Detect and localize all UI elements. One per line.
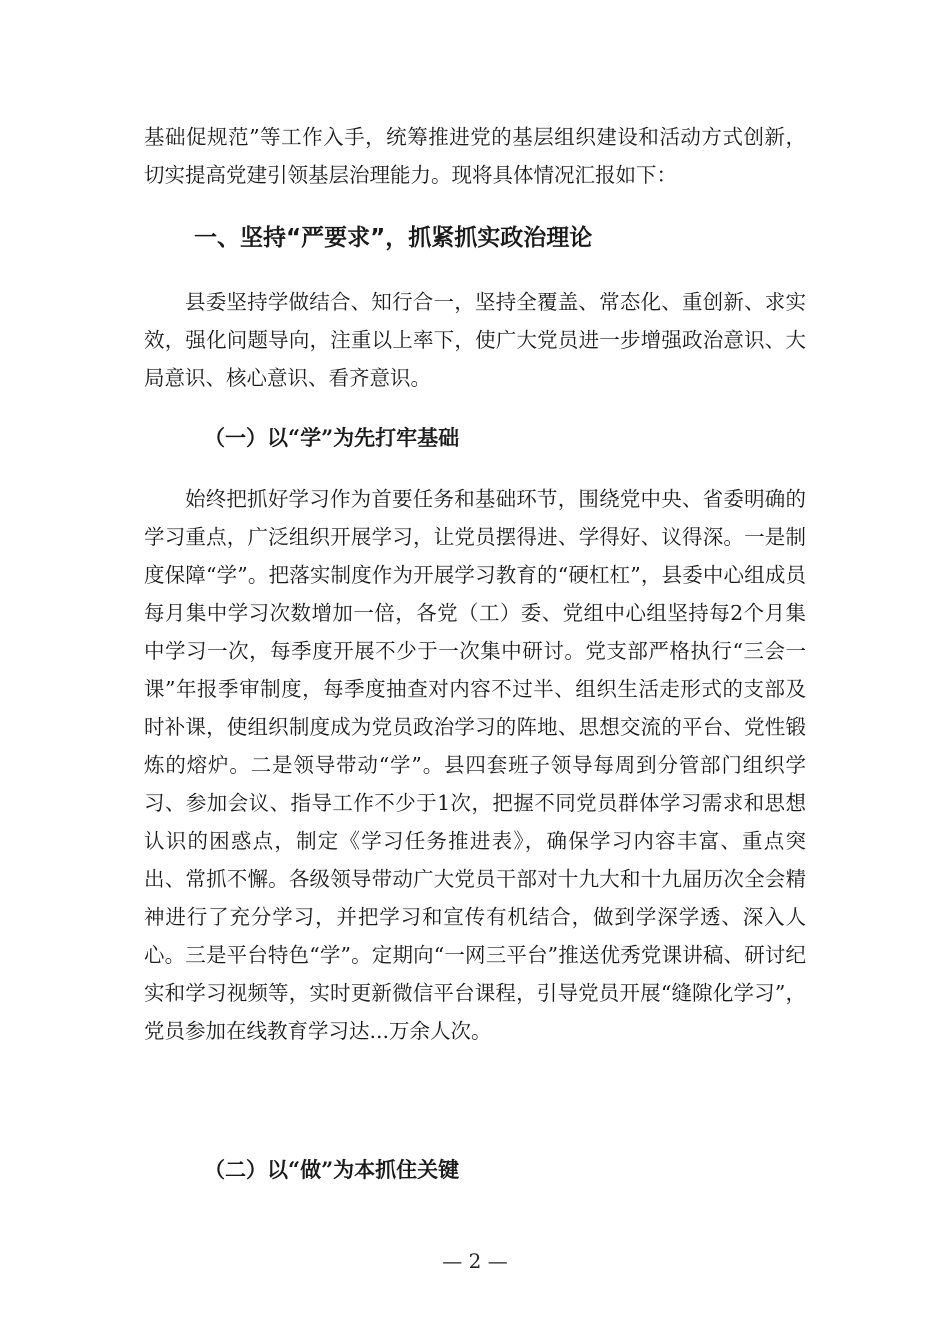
subsection-heading-2: （二）以“做”为本抓住关键 [204, 1157, 460, 1182]
subsection1-body-paragraph: 始终把抓好学习作为首要任务和基础环节，围绕党中央、省委明确的学习重点，广泛组织开展学习，让党员摆得进、学得好、议得深。一是制度保障“学”。把落实制度作为开展学习教育的“硬杠杠”，县委中心组成员每月集中学习次数增加一倍，各党（工）委、党组中心组坚持每2个月集中学习一次，每季度开展不少于一次集中研讨。党支部严格执行“三会一课”年报季审制度，每季度抽查对内容不过半、组织生活走形式的支部及时补课，使组织制度成为党员政治学习的阵地、思想交流的平台、党性锻炼的熔炉。二是领导带动“学”。县四套班子领导每周到分管部门组织学习、参加会议、指导工作不少于1次，把握不同党员群体学习需求和思想认识的困惑点，制定《学习任务推进表》，确保学习内容丰富、重点突出、常抓不懈。各级领导带动广大党员干部对十九大和十九届历次全会精神进行了充分学习，并把学习和宣传有机结合，做到学深学透、深入人心。三是平台特色“学”。定期向“一网三平台”推送优秀党课讲稿、研讨纪实和学习视频等，实时更新微信平台课程，引导党员开展“缝隙化学习”，党员参加在线教育学习达...万余人次。 [144, 487, 806, 1043]
intro-continuation-paragraph: 基础促规范”等工作入手，统筹推进党的基层组织建设和活动方式创新，切实提高党建引领基层治理能力。现将具体情况汇报如下： [144, 125, 806, 187]
subsection-heading-1: （一）以“学”为先打牢基础 [204, 425, 460, 450]
section-heading-1: 一、坚持“严要求”，抓紧抓实政治理论 [194, 225, 593, 251]
section1-body-paragraph: 县委坚持学做结合、知行合一，坚持全覆盖、常态化、重创新、求实效，强化问题导向，注重以上率下，使广大党员进一步增强政治意识、大局意识、核心意识、看齐意识。 [144, 290, 806, 390]
page-number: — 2 — [442, 1249, 508, 1273]
